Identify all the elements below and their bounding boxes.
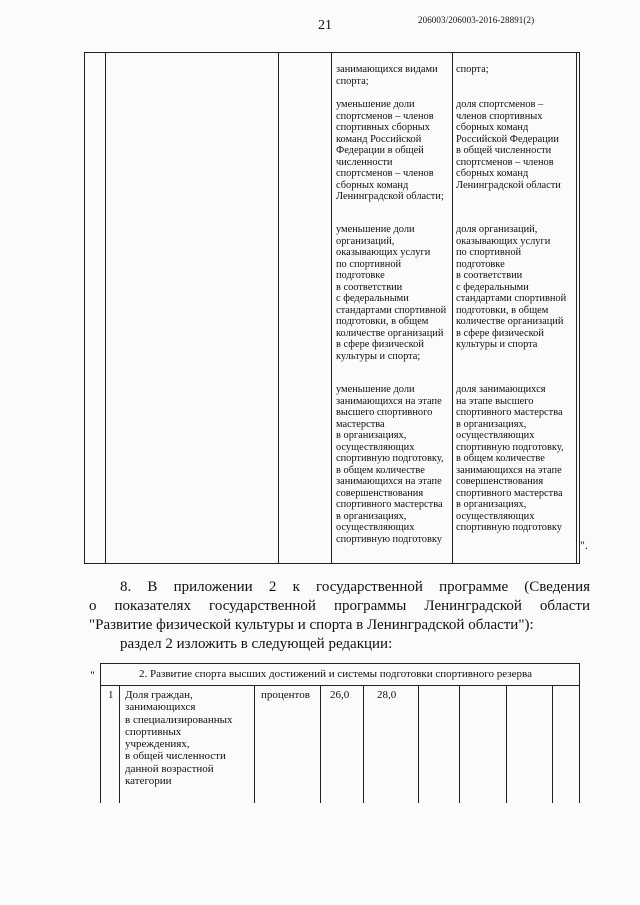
- closing-quote: ".: [580, 538, 588, 552]
- page-number: 21: [318, 18, 332, 33]
- paragraph-line: о показателях государственной программы Ленинградской области: [89, 598, 590, 614]
- indicator-cell: доля занимающихся на этапе высшего спортивного мастерства в организациях, осуществляющих спортивную подготовку, в общем количестве занимающихся на этапе совершенствования спортивного мастерства в организациях, осуществляющих спортивную подготовку: [456, 384, 564, 533]
- row-number: 1: [108, 689, 114, 701]
- risk-cell: уменьшение доли спортсменов – членов спортивных сборных команд Российской Федерации в общей численности спортсменов – членов сборных команд Ленинградской области;: [336, 99, 444, 202]
- paragraph-line: раздел 2 изложить в следующей редакции:: [120, 636, 393, 652]
- indicators-table-continued: [84, 52, 580, 564]
- column-divider: [331, 53, 332, 563]
- paragraph-line: "Развитие физической культуры и спорта в Ленинградской области"):: [89, 617, 534, 633]
- risk-cell: уменьшение доли занимающихся на этапе высшего спортивного мастерства в организациях, осуществляющих спортивную подготовку, в общем количестве занимающихся на этапе совершенствования спортивного мастерства в организациях, осуществляющих спортивную подготовку: [336, 384, 444, 545]
- risk-cell: уменьшение доли организаций, оказывающих услуги по спортивной подготовке в соответствии с федеральными стандартами спортивной подготовки, в общем количестве организаций в сфере физической культуры и спорта;: [336, 224, 447, 362]
- row-divider: [101, 685, 579, 686]
- column-divider: [320, 685, 321, 803]
- column-divider: [576, 53, 577, 563]
- column-divider: [552, 685, 553, 803]
- indicator-name: Доля граждан, занимающихся в специализированных спортивных учреждениях, в общей численности данной возрастной категории: [125, 689, 233, 788]
- indicators-section-table: [100, 663, 580, 803]
- indicator-cell: спорта;: [456, 64, 489, 75]
- column-divider: [119, 685, 120, 803]
- value-cell: 28,0: [377, 689, 397, 701]
- indicator-cell: доля спортсменов – членов спортивных сборных команд Российской Федерации в общей численности спортсменов – членов сборных команд Ленинградской области: [456, 99, 561, 191]
- column-divider: [506, 685, 507, 803]
- document-id: 206003/206003-2016-28891(2): [418, 15, 535, 25]
- column-divider: [105, 53, 106, 563]
- column-divider: [459, 685, 460, 803]
- column-divider: [452, 53, 453, 563]
- unit-cell: процентов: [261, 689, 310, 701]
- column-divider: [254, 685, 255, 803]
- opening-quote: ": [90, 668, 95, 682]
- column-divider: [278, 53, 279, 563]
- indicator-cell: доля организаций, оказывающих услуги по спортивной подготовке в соответствии с федеральными стандартами спортивной подготовки, в общем количестве организаций в сфере физической культуры и спорта: [456, 224, 567, 350]
- column-divider: [363, 685, 364, 803]
- paragraph-line: 8. В приложении 2 к государственной программе (Сведения: [120, 579, 590, 595]
- section-header: 2. Развитие спорта высших достижений и системы подготовки спортивного резерва: [139, 668, 532, 680]
- column-divider: [418, 685, 419, 803]
- risk-cell: занимающихся видами спорта;: [336, 64, 438, 87]
- value-cell: 26,0: [330, 689, 350, 701]
